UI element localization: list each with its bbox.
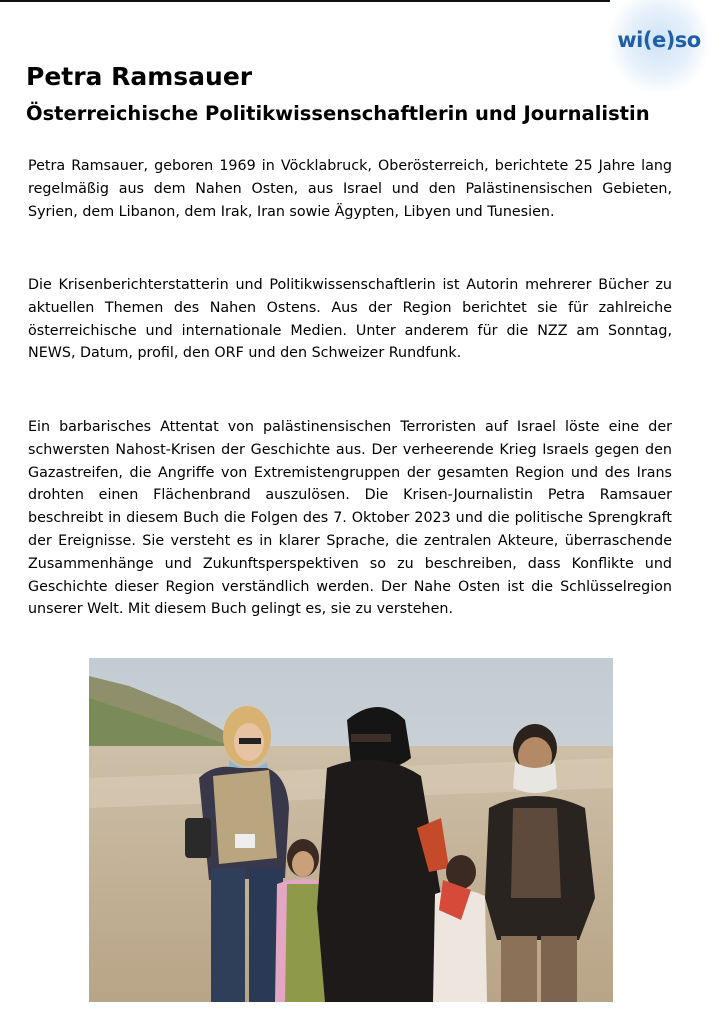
career-paragraph: Die Krisenberichterstatterin und Politikwissenschaftlerin ist Autorin mehrerer Bücher zu aktuellen Themen des Nahen Ostens. Aus der Region berichtet sie für zahlreiche österreichische und internationale Medien. Unter anderem für die NZZ am Sonntag, NEWS, Datum, profil, den ORF und den Schweizer Rundfunk.: [28, 277, 672, 362]
author-photo: [89, 658, 613, 1002]
bio-paragraph: Petra Ramsauer, geboren 1969 in Vöcklabruck, Oberösterreich, berichtete 25 Jahre lang regelmäßig aus dem Nahen Osten, aus Israel und den Palästinensischen Gebieten, Syrien, dem Libanon, dem Irak, Iran sowie Ägypten, Libyen und Tunesien.: [28, 158, 672, 220]
top-rule: [0, 0, 612, 2]
page-title: Petra Ramsauer: [26, 62, 253, 91]
logo-text: wi(e)so: [617, 28, 701, 52]
book-paragraph: Ein barbarisches Attentat von palästinensischen Terroristen auf Israel löste eine der schwersten Nahost-Krisen der Geschichte aus. Der verheerende Krieg Israels gegen den Gazastreifen, die Angriffe von Extremistengruppen der gesamten Region und des Irans drohten einen Flächenbrand auszulösen. Die Krisen-Journalistin Petra Ramsauer beschreibt in diesem Buch die Folgen des 7. Oktober 2023 und die politische Sprengkraft der Ereignisse. Sie versteht es in klarer Sprache, die zentralen Akteure, überraschende Zusammenhänge und Zukunftsperspektiven so zu beschreiben, dass Konflikte und Geschichte dieser Region verständlich werden. Der Nahe Osten ist die Schlüsselregion unserer Welt. Mit diesem Buch gelingt es, sie zu verstehen.: [28, 419, 672, 618]
wieso-logo: [610, 0, 708, 92]
page-subtitle: Österreichische Politikwissenschaftlerin und Journalistin: [26, 102, 650, 125]
